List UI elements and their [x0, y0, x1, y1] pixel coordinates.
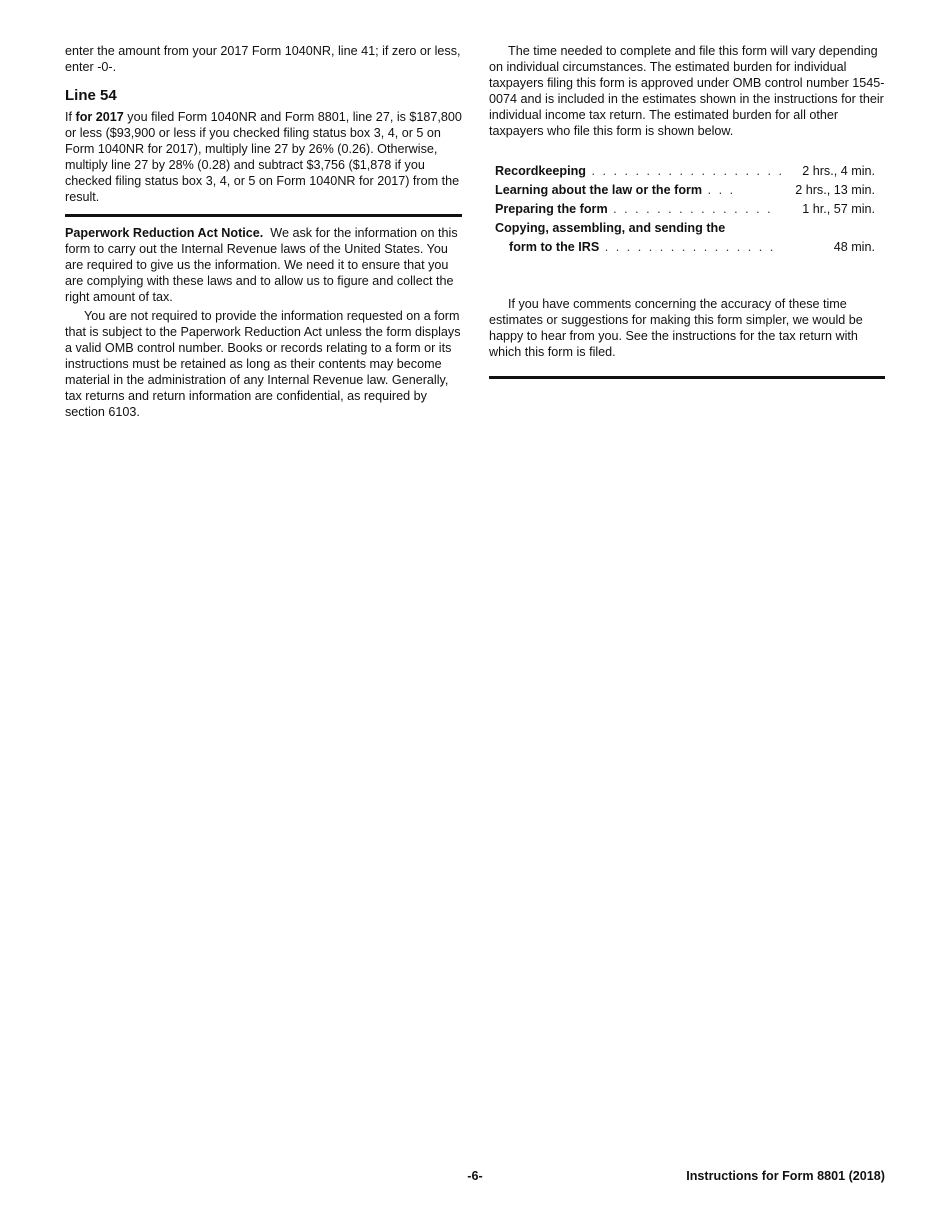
text: If	[65, 110, 76, 124]
row-label: Copying, assembling, and sending the	[495, 221, 726, 235]
burden-paragraph: The time needed to complete and file this form will vary depending on individual circumstances. The estimated burden for individual taxpayers filing this form is approved under OMB control number 1545-0074 and is included in the estimates shown in the instructions for their individual income tax return. The estimated burden for all other taxpayers who file this form is shown below.	[489, 44, 885, 138]
table-row	[495, 163, 875, 182]
line-53-continuation: enter the amount from your 2017 Form 1040NR, line 41; if zero or less, enter -0-.	[65, 44, 461, 74]
paperwork-notice	[65, 225, 462, 305]
row-value: 48 min.	[833, 240, 875, 254]
page-number: -6-	[467, 1169, 483, 1183]
burden-table	[495, 163, 875, 258]
row-label: Preparing the form	[495, 202, 608, 216]
row-label: Learning about the law or the form	[495, 183, 703, 197]
paperwork-notice-heading: Paperwork Reduction Act Notice.	[65, 226, 264, 240]
footer-title: Instructions for Form 8801 (2018)	[686, 1169, 885, 1183]
table-row	[495, 182, 875, 201]
row-label: Recordkeeping	[495, 164, 586, 178]
comments-paragraph: If you have comments concerning the accuracy of these time estimates or suggestions for making this form simpler, we would be happy to hear from you. See the instructions for the tax return with which this form is filed.	[489, 297, 863, 359]
row-label: form to the IRS	[509, 240, 600, 254]
left-column	[65, 43, 462, 420]
table-row	[495, 220, 875, 239]
leader-dots: . . . . . . . . . . . . . . . .	[599, 240, 776, 254]
leader-dots: . . .	[702, 183, 736, 197]
line-54-text	[65, 109, 462, 205]
table-row	[495, 201, 875, 220]
section-divider	[65, 214, 462, 217]
text: We ask for the information on this form to carry out the Internal Revenue laws of the United States. You are required to give us the information. We need it to ensure that you are complying with these laws and to allow us to figure and collect the right amount of tax.	[65, 226, 462, 304]
leader-dots: . . . . . . . . . . . . . . .	[607, 202, 773, 216]
bold-text: for 2017	[75, 110, 124, 124]
row-value: 1 hr., 57 min.	[802, 202, 875, 216]
row-value: 2 hrs., 13 min.	[795, 183, 875, 197]
row-value: 2 hrs., 4 min.	[802, 164, 875, 178]
right-column	[489, 43, 885, 387]
end-divider	[489, 376, 885, 379]
omb-paragraph: You are not required to provide the information requested on a form that is subject to the Paperwork Reduction Act unless the form displays a valid OMB control number. Books or records relating to a form or its instructions must be retained as long as their contents may become material in the administration of any Internal Revenue law. Generally, tax returns and return information are confidential, as required by section 6103.	[65, 309, 461, 419]
text: you filed Form 1040NR and Form 8801, line 27, is $187,800 or less ($93,900 or less if you checked filing status box 3, 4, or 5 on Form 1040NR for 2017), multiply line 27 by 26% (0.26). Otherwise, multiply line 27 by 28% (0.28) and subtract $3,756 ($1,878 if you checked filing status box 3, 4, or 5 on Form 1040NR for 2017) from the result.	[65, 110, 462, 204]
table-row	[495, 239, 875, 258]
leader-dots: . . . . . . . . . . . . . . . . . .	[585, 164, 784, 178]
line-54-heading: Line 54	[65, 87, 117, 104]
